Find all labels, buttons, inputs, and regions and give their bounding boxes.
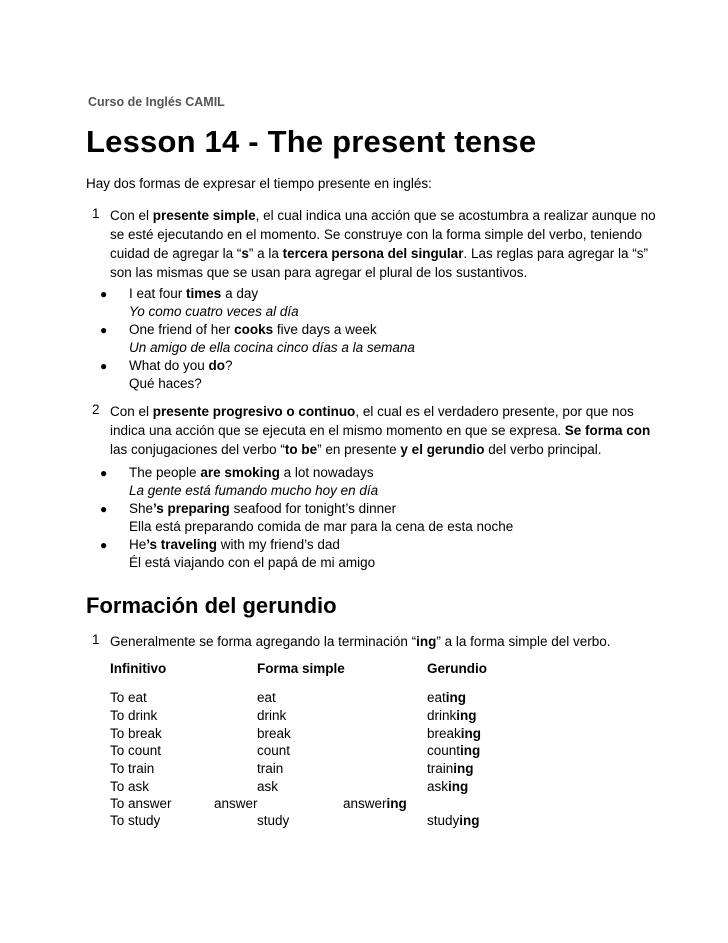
example-sentence	[129, 321, 415, 339]
gerund-ending: ing	[453, 761, 474, 776]
section1-paragraph	[110, 206, 656, 282]
table-header-simple: Forma simple	[257, 661, 345, 676]
cell-simple: study	[257, 813, 290, 828]
example	[129, 464, 378, 500]
gerund-ending: ing	[460, 743, 481, 758]
cell-simple: ask	[257, 779, 279, 794]
bold-term: presente progresivo o continuo	[152, 404, 356, 419]
text: a lot nowadays	[279, 465, 374, 480]
section-heading: Formación del gerundio	[86, 593, 337, 618]
section1-line	[110, 206, 656, 225]
example-sentence	[129, 357, 233, 375]
text: las conjugaciones del verbo “	[110, 442, 285, 457]
section2-line	[110, 440, 650, 459]
bold-term: ing	[416, 634, 437, 649]
course-title: Curso de Inglés CAMIL	[88, 95, 225, 109]
text: I eat four	[129, 286, 187, 301]
example-sentence	[129, 500, 513, 518]
table-header-gerund: Gerundio	[427, 661, 487, 676]
gerund-base: study	[427, 813, 460, 828]
gerund-ending: ing	[448, 779, 469, 794]
bullet-icon: ●	[100, 323, 108, 337]
bold-term: to be	[284, 442, 318, 457]
section1-line	[110, 244, 656, 263]
section1-line: son las mismas que se usan para agregar el plural de los sustantivos.	[110, 265, 528, 280]
example-sentence	[129, 536, 375, 554]
example	[129, 500, 513, 536]
cell-simple: drink	[257, 708, 287, 723]
bold-term: s	[241, 246, 249, 261]
text: What do you	[129, 358, 209, 373]
gerund-base: drink	[427, 708, 457, 723]
cell-infinitive: To eat	[110, 690, 147, 705]
text: with my friend’s dad	[217, 537, 340, 552]
example-translation: La gente está fumando mucho hoy en día	[129, 483, 379, 498]
bullet-icon: ●	[100, 538, 108, 552]
cell-gerund	[427, 708, 477, 723]
bold-term: cooks	[234, 322, 274, 337]
gerund-base: train	[427, 761, 454, 776]
gerund-base: count	[427, 743, 461, 758]
gerund-base: ask	[427, 779, 449, 794]
text: a day	[221, 286, 259, 301]
gerund-base: answer	[343, 796, 387, 811]
bold-term: are smoking	[200, 465, 280, 480]
text: cuidad de agregar la “	[110, 246, 242, 261]
bold-term: ’s traveling	[146, 537, 218, 552]
gerund-rule	[110, 632, 611, 651]
text: ” a la forma simple del verbo.	[436, 634, 611, 649]
bold-term: presente simple	[152, 208, 256, 223]
text: Generalmente se forma agregando la terminación “	[110, 634, 417, 649]
cell-gerund	[427, 726, 481, 741]
example-sentence	[129, 464, 378, 482]
cell-simple: eat	[257, 690, 276, 705]
text: She	[129, 501, 154, 516]
example-translation: Qué haces?	[129, 376, 202, 391]
cell-infinitive: To study	[110, 813, 161, 828]
example	[129, 357, 233, 393]
text: , el cual es el verdadero presente, por que nos	[355, 404, 634, 419]
example	[129, 536, 375, 572]
cell-simple: break	[257, 726, 291, 741]
gerund-ending: ing	[459, 813, 480, 828]
text: , el cual indica una acción que se acostumbra a realizar aunque no	[255, 208, 656, 223]
cell-gerund	[427, 813, 480, 828]
section2-line	[110, 421, 650, 440]
text: ” a la	[248, 246, 283, 261]
gerund-ending: ing	[445, 690, 467, 705]
text: One friend of her	[129, 322, 235, 337]
list-number: 1	[92, 206, 100, 221]
example-translation: Él está viajando con el papá de mi amigo	[129, 555, 376, 570]
table-header-infinitive: Infinitivo	[110, 661, 167, 676]
bullet-icon: ●	[100, 466, 108, 480]
cell-gerund	[427, 690, 466, 705]
example	[129, 321, 415, 357]
cell-infinitive: To drink	[110, 708, 158, 723]
text: del verbo principal.	[484, 442, 602, 457]
bold-term: ’s preparing	[153, 501, 230, 516]
cell-infinitive: To count	[110, 743, 162, 758]
cell-simple: train	[257, 761, 284, 776]
text: ” en presente	[317, 442, 401, 457]
cell-infinitive: To answer	[110, 796, 172, 811]
cell-infinitive: To break	[110, 726, 162, 741]
example-sentence	[129, 285, 299, 303]
bold-term: tercera persona del singular	[282, 246, 464, 261]
text: ?	[225, 358, 233, 373]
text: Con el	[110, 404, 153, 419]
bullet-icon: ●	[100, 287, 108, 301]
text: Con el	[110, 208, 153, 223]
text: . Las reglas para agregar la “s”	[463, 246, 649, 261]
cell-simple: answer	[214, 796, 258, 811]
cell-gerund	[427, 743, 480, 758]
cell-gerund	[427, 761, 474, 776]
cell-gerund	[427, 779, 468, 794]
text: The people	[129, 465, 201, 480]
gerund-ending: ing	[460, 726, 482, 741]
list-number: 2	[92, 402, 100, 417]
section2-paragraph	[110, 402, 650, 459]
example-translation: Yo como cuatro veces al día	[129, 304, 299, 319]
example	[129, 285, 299, 321]
lesson-title: Lesson 14 - The present tense	[86, 124, 537, 159]
gerund-ending: ing	[386, 796, 407, 811]
text: indica una acción que se ejecuta en el mismo momento en que se expresa.	[110, 423, 565, 438]
list-number: 1	[92, 632, 100, 647]
bullet-icon: ●	[100, 502, 108, 516]
example-translation: Ella está preparando comida de mar para la cena de esta noche	[129, 519, 514, 534]
bullet-icon: ●	[100, 359, 108, 373]
section2-line	[110, 402, 650, 421]
cell-simple: count	[257, 743, 291, 758]
intro-text: Hay dos formas de expresar el tiempo presente en inglés:	[86, 176, 432, 191]
bold-term: do	[208, 358, 226, 373]
text: He	[129, 537, 147, 552]
gerund-base: eat	[427, 690, 446, 705]
bold-term: times	[186, 286, 222, 301]
text: five days a week	[273, 322, 377, 337]
gerund-base: break	[427, 726, 461, 741]
text: seafood for tonight’s dinner	[229, 501, 397, 516]
section1-line: se esté ejecutando en el momento. Se construye con la forma simple del verbo, teniendo	[110, 227, 643, 242]
cell-infinitive: To ask	[110, 779, 150, 794]
cell-gerund	[343, 796, 407, 811]
bold-term: Se forma con	[564, 423, 651, 438]
example-translation: Un amigo de ella cocina cinco días a la semana	[129, 340, 415, 355]
cell-infinitive: To train	[110, 761, 155, 776]
bold-term: y el gerundio	[400, 442, 485, 457]
gerund-ending: ing	[456, 708, 477, 723]
